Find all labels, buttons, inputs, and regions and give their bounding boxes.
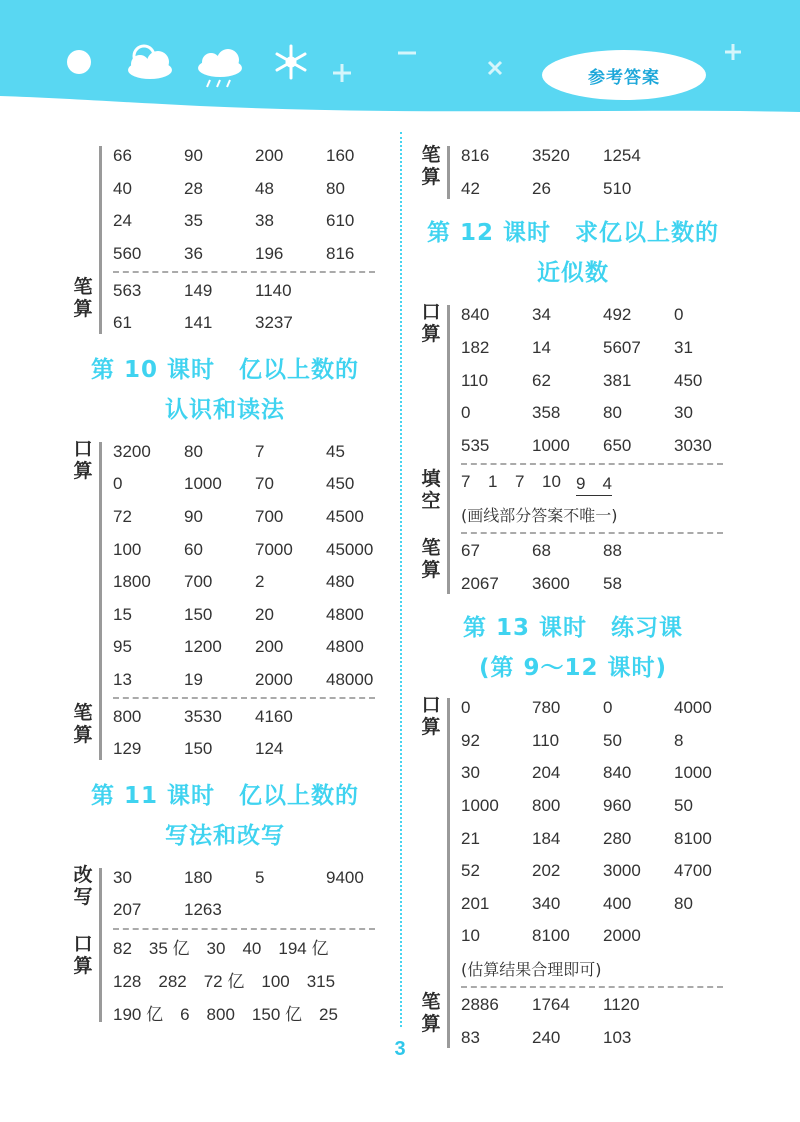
table-row <box>113 274 380 307</box>
answer-cell: 0 <box>603 698 613 718</box>
answer-cell: 0 <box>461 698 471 718</box>
answer-cell: 450 <box>326 474 355 494</box>
answer-cell: 58 <box>603 573 622 593</box>
answer-cell: 35 <box>184 211 203 231</box>
table-row <box>461 989 728 1022</box>
lesson-13-block <box>418 692 728 1054</box>
answer-cell: 103 <box>603 1027 632 1047</box>
table-row <box>113 664 380 697</box>
answer-cell: 8 <box>674 730 684 750</box>
table-row: 82 35 亿 30 40 194 亿 <box>113 939 329 959</box>
answer-cell: 48000 <box>326 670 374 690</box>
answer-cell: 80 <box>326 178 345 198</box>
answer-cell: 358 <box>532 403 561 423</box>
answer-cell: 42 <box>461 178 480 198</box>
answer-cell: 21 <box>461 828 480 848</box>
dashed-divider <box>461 986 723 988</box>
table-row <box>461 888 728 921</box>
answer-cell: 4500 <box>326 507 364 527</box>
answer-cell: 3530 <box>184 706 222 726</box>
table-row <box>113 173 380 206</box>
table-row: 128 282 72 亿 100 315 <box>113 972 336 992</box>
answer-cell: 3030 <box>674 435 712 455</box>
answer-cell: 1000 <box>184 474 222 494</box>
table-row <box>461 173 728 206</box>
answer-cell: 50 <box>674 796 693 816</box>
section-label: 笔算 <box>73 276 93 321</box>
answer-cell: 800 <box>532 796 561 816</box>
table-row <box>113 599 380 632</box>
answer-cell: 92 <box>461 730 480 750</box>
answer-cell: 4800 <box>326 604 364 624</box>
answer-cell: 1000 <box>461 796 499 816</box>
answer-cell: 26 <box>532 178 551 198</box>
answer-cell: 150 <box>184 604 213 624</box>
answer-cell: 816 <box>461 146 490 166</box>
table-row <box>461 535 728 568</box>
answer-cell: 10 <box>542 472 561 492</box>
answer-cell: 19 <box>184 670 203 690</box>
table-row <box>113 140 380 173</box>
answer-cell: 2000 <box>255 670 293 690</box>
answer-cell: 240 <box>532 1027 561 1047</box>
answer-cell: 196 <box>255 244 284 264</box>
answer-cell: 4000 <box>674 698 712 718</box>
lesson-13-heading <box>418 608 728 688</box>
table-row <box>113 566 380 599</box>
answer-cell: 45000 <box>326 539 374 559</box>
dashed-divider <box>113 697 375 699</box>
answer-cell: 110 <box>461 370 489 390</box>
answer-cell: 780 <box>532 698 561 718</box>
answer-badge: 参考答案 <box>542 50 706 100</box>
answer-cell: 4800 <box>326 637 364 657</box>
answer-cell: 7 <box>515 472 525 492</box>
table-row <box>113 238 380 271</box>
answer-cell: 88 <box>603 541 622 561</box>
section-label: 笔算 <box>73 702 93 747</box>
answer-cell: 67 <box>461 541 480 561</box>
answer-cell: 610 <box>326 211 355 231</box>
answer-cell: 68 <box>532 541 551 561</box>
answer-cell: 381 <box>603 370 632 390</box>
answer-cell: 124 <box>255 739 284 759</box>
answer-cell: 204 <box>532 763 561 783</box>
lesson-12-block <box>418 299 728 600</box>
lesson-title: 第 11 课时 亿以上数的 <box>90 782 360 809</box>
answer-cell: 1200 <box>184 637 222 657</box>
answer-cell: 2000 <box>603 926 641 946</box>
answer-cell: 90 <box>184 507 203 527</box>
section-label: 改写 <box>73 863 93 908</box>
answer-cell: 1764 <box>532 994 570 1014</box>
answer-cell: 40 <box>113 178 132 198</box>
answer-cell: 30 <box>461 763 480 783</box>
answer-cell: 510 <box>603 178 632 198</box>
answer-cell: 1254 <box>603 146 641 166</box>
section-label: 口算 <box>73 932 93 977</box>
table-row <box>113 307 380 340</box>
answer-cell: 535 <box>461 435 490 455</box>
lesson-10-block <box>70 436 380 766</box>
underlined-answer: 9 4 <box>576 469 612 496</box>
answer-cell: 4700 <box>674 861 712 881</box>
section-label: 口算 <box>73 437 93 482</box>
answer-cell: 48 <box>255 178 274 198</box>
answer-cell: 8100 <box>532 926 570 946</box>
answer-cell: 80 <box>603 403 622 423</box>
answer-cell: 700 <box>184 572 213 592</box>
answer-cell: 816 <box>326 244 355 264</box>
lesson-subtitle: 认识和读法 <box>165 396 285 423</box>
answer-cell: 450 <box>674 370 703 390</box>
answer-cell: 650 <box>603 435 632 455</box>
answer-cell: 1000 <box>532 435 570 455</box>
lesson-11-block <box>70 862 380 1029</box>
section-label: 笔算 <box>421 144 441 188</box>
right-column <box>418 140 728 1054</box>
answer-cell: 563 <box>113 280 142 300</box>
dashed-divider <box>461 532 723 534</box>
answer-cell: 70 <box>255 474 274 494</box>
answer-cell: 840 <box>461 305 490 325</box>
table-row <box>461 466 728 499</box>
answer-cell: 5607 <box>603 338 641 358</box>
answer-cell: 24 <box>113 211 132 231</box>
answer-cell: 3520 <box>532 146 570 166</box>
answer-cell: 9400 <box>326 867 364 887</box>
answer-cell: 800 <box>113 706 142 726</box>
table-row <box>461 790 728 823</box>
answer-cell: 14 <box>532 338 551 358</box>
left-column <box>70 140 380 1028</box>
lesson-title: 第 10 课时 亿以上数的 <box>90 356 360 383</box>
dashed-divider <box>461 463 723 465</box>
table-row <box>461 757 728 790</box>
page-number: 3 <box>394 1038 406 1060</box>
answer-cell: 80 <box>674 893 693 913</box>
column-divider <box>400 132 402 1027</box>
table-row <box>461 140 728 173</box>
answer-cell: 50 <box>603 730 622 750</box>
answer-cell: 560 <box>113 244 142 264</box>
block-bar <box>447 146 450 199</box>
dashed-divider <box>113 928 375 930</box>
answer-cell: 150 <box>184 739 213 759</box>
answer-cell: 184 <box>532 828 561 848</box>
answer-cell: 60 <box>184 539 203 559</box>
table-row <box>461 725 728 758</box>
answer-cell: 3600 <box>532 573 570 593</box>
answer-cell: 30 <box>674 403 693 423</box>
answer-cell: 2886 <box>461 994 499 1014</box>
answer-cell: 7000 <box>255 539 293 559</box>
answer-cell: 180 <box>184 867 213 887</box>
section-label: 笔算 <box>421 990 441 1035</box>
answer-cell: 52 <box>461 861 480 881</box>
answer-cell: 700 <box>255 507 284 527</box>
table-row <box>113 436 380 469</box>
answer-cell: 10 <box>461 926 480 946</box>
answer-cell: 72 <box>113 507 132 527</box>
answer-cell: 15 <box>113 604 132 624</box>
answer-cell: 20 <box>255 604 274 624</box>
answer-cell: 202 <box>532 861 561 881</box>
answer-cell: 1120 <box>603 994 640 1014</box>
answer-cell: 1140 <box>255 280 292 300</box>
table-row <box>113 862 380 895</box>
answer-cell: 2067 <box>461 573 499 593</box>
table-row <box>461 920 728 953</box>
answer-cell: 492 <box>603 305 632 325</box>
answer-cell: 28 <box>184 178 203 198</box>
table-row <box>461 299 728 332</box>
answer-note: (估算结果合理即可) <box>461 960 602 980</box>
answer-cell: 200 <box>255 146 284 166</box>
answer-cell: 7 <box>461 472 471 492</box>
answer-cell: 38 <box>255 211 274 231</box>
answer-cell: 110 <box>532 730 560 750</box>
answer-note: (画线部分答案不唯一) <box>461 506 618 526</box>
lesson-subtitle: 写法和改写 <box>165 822 285 849</box>
lesson-title: 第 12 课时 求亿以上数的 <box>426 220 720 247</box>
answer-cell: 62 <box>532 370 551 390</box>
table-row <box>461 430 728 463</box>
answer-cell: 200 <box>255 637 284 657</box>
answer-cell: 61 <box>113 313 132 333</box>
section-label: 填空 <box>421 468 441 513</box>
answer-cell: 280 <box>603 828 632 848</box>
sun-icon <box>67 50 91 74</box>
table-row <box>461 567 728 600</box>
table-row <box>461 397 728 430</box>
lesson-title: 第 13 课时 练习课 <box>462 614 684 641</box>
table-row <box>113 733 380 766</box>
table-row <box>113 894 380 927</box>
answer-cell: 1800 <box>113 572 151 592</box>
table-row <box>461 364 728 397</box>
lesson-10-heading <box>70 350 380 430</box>
answer-cell: 80 <box>184 441 203 461</box>
answer-cell: 0 <box>113 474 123 494</box>
answer-cell: 960 <box>603 796 632 816</box>
table-row <box>113 501 380 534</box>
answer-cell: 2 <box>255 572 265 592</box>
dashed-divider <box>113 271 375 273</box>
answer-cell: 3000 <box>603 861 641 881</box>
table-row <box>113 631 380 664</box>
table-row <box>461 855 728 888</box>
answer-cell: 3237 <box>255 313 293 333</box>
table-row: 190 亿 6 800 150 亿 25 <box>113 1004 338 1024</box>
answer-cell: 1 <box>488 472 498 492</box>
answer-cell: 66 <box>113 146 132 166</box>
table-row <box>461 332 728 365</box>
answer-cell: 840 <box>603 763 632 783</box>
answer-cell: 30 <box>113 867 132 887</box>
answer-cell: 0 <box>461 403 471 423</box>
answer-cell: 8100 <box>674 828 712 848</box>
answer-cell: 400 <box>603 893 632 913</box>
table-row <box>113 700 380 733</box>
answer-cell: 149 <box>184 280 213 300</box>
table-row <box>113 533 380 566</box>
answer-cell: 31 <box>674 338 693 358</box>
answer-cell: 83 <box>461 1027 480 1047</box>
lesson-12-heading <box>418 213 728 293</box>
answer-cell: 340 <box>532 893 561 913</box>
answer-cell: 90 <box>184 146 203 166</box>
answer-cell: 3200 <box>113 441 151 461</box>
table-row <box>113 205 380 238</box>
section-label: 口算 <box>421 301 441 346</box>
answer-cell: 7 <box>255 441 265 461</box>
lesson-subtitle: (第 9～12 课时) <box>478 654 668 681</box>
answer-cell: 141 <box>184 313 213 333</box>
lesson-subtitle: 近似数 <box>537 260 609 287</box>
answer-cell: 45 <box>326 441 345 461</box>
answer-cell: 0 <box>674 305 684 325</box>
answer-cell: 201 <box>461 893 490 913</box>
section-label: 笔算 <box>421 536 441 581</box>
table-row <box>461 692 728 725</box>
table-row <box>461 822 728 855</box>
continued-block <box>70 140 380 340</box>
table-row <box>113 468 380 501</box>
answer-cell: 95 <box>113 637 132 657</box>
continued-block <box>418 140 728 205</box>
answer-cell: 34 <box>532 305 551 325</box>
answer-cell: 480 <box>326 572 355 592</box>
answer-cell: 182 <box>461 338 490 358</box>
header-banner <box>0 0 800 130</box>
answer-cell: 207 <box>113 900 142 920</box>
answer-cell: 13 <box>113 670 132 690</box>
answer-cell: 5 <box>255 867 265 887</box>
answer-cell: 1000 <box>674 763 712 783</box>
answer-cell: 36 <box>184 244 203 264</box>
answer-cell: 4160 <box>255 706 293 726</box>
section-label: 口算 <box>421 693 441 738</box>
answer-cell: 129 <box>113 739 142 759</box>
answer-cell: 160 <box>326 146 355 166</box>
answer-cell: 1263 <box>184 900 222 920</box>
lesson-11-heading <box>70 776 380 856</box>
answer-cell: 100 <box>113 539 142 559</box>
